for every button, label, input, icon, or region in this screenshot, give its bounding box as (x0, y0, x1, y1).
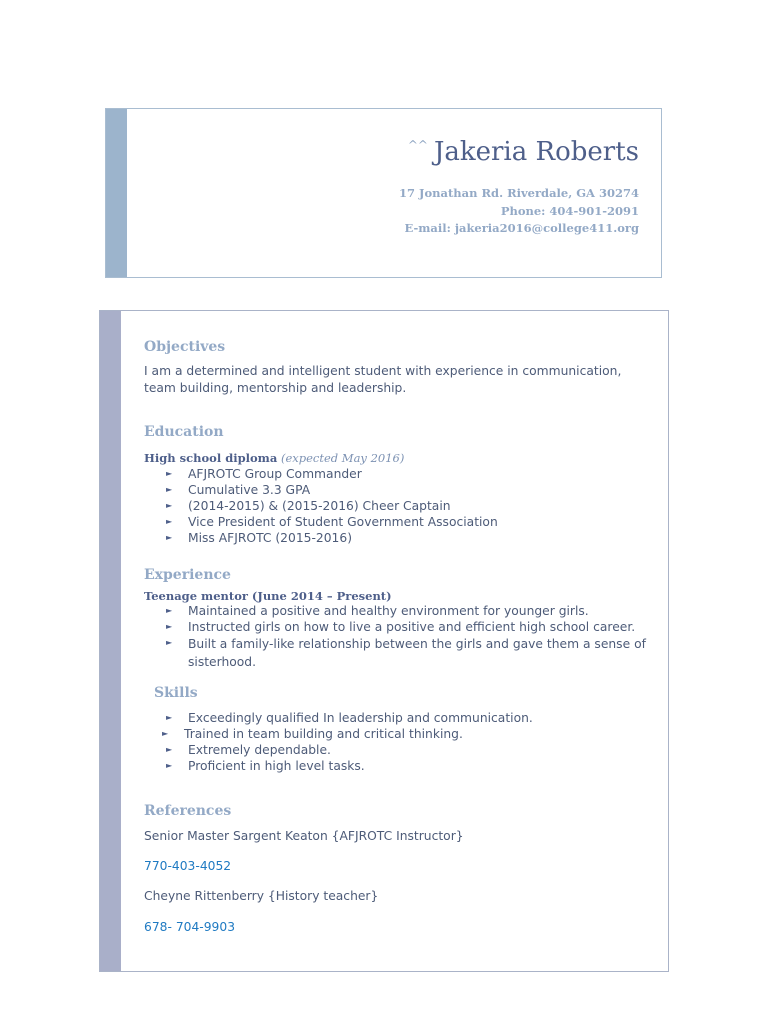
list-item: ► (2014-2015) & (2015-2016) Cheer Captain (166, 499, 451, 513)
list-item: ► Extremely dependable. (166, 743, 331, 757)
resume-content (100, 311, 668, 971)
decorative-mark-icon: ^^ (407, 138, 428, 152)
contact-block (399, 185, 639, 238)
degree-expected: (expected May 2016) (280, 451, 405, 465)
experience-list (166, 603, 648, 671)
list-item: ► Built a family-like relationship between the girls and gave them a sense of sisterhood. (166, 637, 646, 669)
reference-1-phone[interactable]: 770-403-4052 (144, 859, 232, 873)
arrow-bullet-icon: ► (166, 533, 173, 542)
references-heading: References (144, 803, 232, 819)
email-line: E-mail: jakeria2016@college411.org (404, 221, 639, 235)
arrow-bullet-icon: ► (166, 469, 173, 478)
reference-1-name: Senior Master Sargent Keaton {AFJROTC Instructor} (144, 829, 464, 843)
experience-heading: Experience (144, 567, 231, 583)
reference-2-name: Cheyne Rittenberry {History teacher} (144, 889, 379, 903)
arrow-bullet-icon: ► (166, 745, 173, 754)
objectives-text: I am a determined and intelligent student with experience in communication, team building, mentorship and leadership. (144, 364, 622, 395)
list-item: ► Proficient in high level tasks. (166, 759, 365, 773)
reference-2-phone[interactable]: 678- 704-9903 (144, 920, 236, 934)
list-item: ► Miss AFJROTC (2015-2016) (166, 531, 352, 545)
arrow-bullet-icon: ► (166, 713, 173, 722)
arrow-bullet-icon: ► (162, 729, 169, 738)
experience-role: Teenage mentor (June 2014 – Present) (144, 589, 392, 603)
list-item: ► Exceedingly qualified In leadership and communication. (166, 711, 533, 725)
phone-line: Phone: 404-901-2091 (500, 203, 639, 218)
education-list (166, 466, 498, 546)
skills-heading: Skills (154, 685, 198, 701)
resume-body-card (99, 310, 669, 972)
education-heading: Education (144, 424, 224, 440)
list-item: ► Cumulative 3.3 GPA (166, 483, 311, 497)
name-row (408, 137, 639, 167)
arrow-bullet-icon: ► (166, 622, 173, 631)
arrow-bullet-icon: ► (166, 761, 173, 770)
arrow-bullet-icon: ► (166, 485, 173, 494)
list-item: ► Vice President of Student Government Association (166, 515, 498, 529)
header-card (105, 108, 662, 278)
arrow-bullet-icon: ► (166, 638, 173, 647)
list-item: ► AFJROTC Group Commander (166, 467, 362, 481)
applicant-name: Jakeria Roberts (433, 137, 639, 167)
header-accent-bar (106, 109, 127, 277)
list-item: ► Instructed girls on how to live a positive and efficient high school career. (166, 620, 636, 634)
arrow-bullet-icon: ► (166, 606, 173, 615)
objectives-heading: Objectives (144, 339, 226, 355)
list-item: ► Maintained a positive and healthy environment for younger girls. (166, 604, 589, 618)
address-line: 17 Jonathan Rd. Riverdale, GA 30274 (399, 186, 639, 200)
skills-list (162, 710, 533, 774)
education-degree-line (144, 451, 404, 465)
degree-name: High school diploma (144, 451, 278, 465)
arrow-bullet-icon: ► (166, 517, 173, 526)
arrow-bullet-icon: ► (166, 501, 173, 510)
list-item: ► Trained in team building and critical thinking. (162, 727, 463, 741)
